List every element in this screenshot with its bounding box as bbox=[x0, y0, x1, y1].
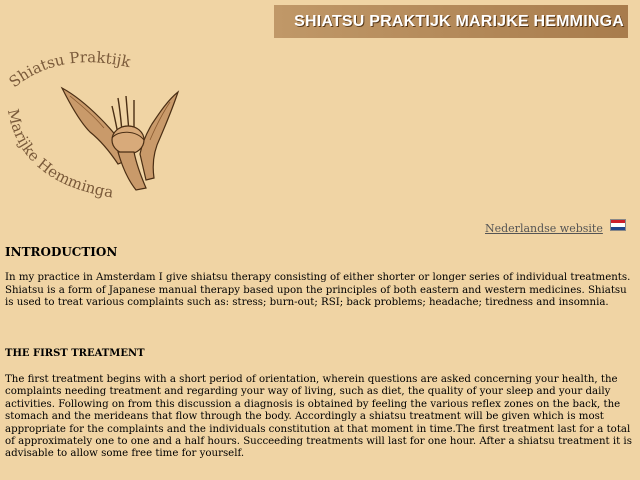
logo-text-bottom: Marijke Hemminga bbox=[3, 107, 115, 202]
dutch-flag-icon[interactable] bbox=[610, 219, 626, 231]
intro-heading: INTRODUCTION bbox=[5, 245, 118, 259]
banner-title: SHIATSU PRAKTIJK MARIJKE HEMMINGA bbox=[294, 12, 624, 30]
main-content bbox=[5, 246, 633, 461]
logo-text-top: Shiatsu Praktijk bbox=[5, 48, 133, 92]
hands-icon bbox=[62, 88, 178, 190]
dutch-website-link[interactable]: Nederlandse website bbox=[485, 222, 603, 235]
first-treatment-paragraph: The first treatment begins with a short period of orientation, wherein questions are asked concerning your health, the complaints needing treatment and regarding your way of living, such as diet, the quality of your sleep and your daily activities. Following on from this discussion a diagnosis is obtained by feeling the various reflex zones on the back, the stomach and the merideans that flow through the body. Accordingly a shiatsu treatment will be given which is most appropriate for the complaints and the individuals constitution at that moment in time.The first treatment last for a total of approximately one to one and a half hours. Succeeding treatments will last for one hour. After a shiatsu treatment it is advisable to allow some free time for yourself. bbox=[5, 374, 632, 460]
logo bbox=[0, 40, 200, 215]
header-banner bbox=[274, 5, 628, 38]
intro-paragraph: In my practice in Amsterdam I give shiatsu therapy consisting of either shorter or longer series of individual treatments. Shiatsu is a form of Japanese manual therapy based upon the principles of both eastern and western medicines. Shiatsu is used to treat various complaints such as: stress; burn-out; RSI; back problems; headache; tiredness and insomnia. bbox=[5, 272, 631, 309]
first-treatment-heading: THE FIRST TREATMENT bbox=[5, 347, 145, 359]
